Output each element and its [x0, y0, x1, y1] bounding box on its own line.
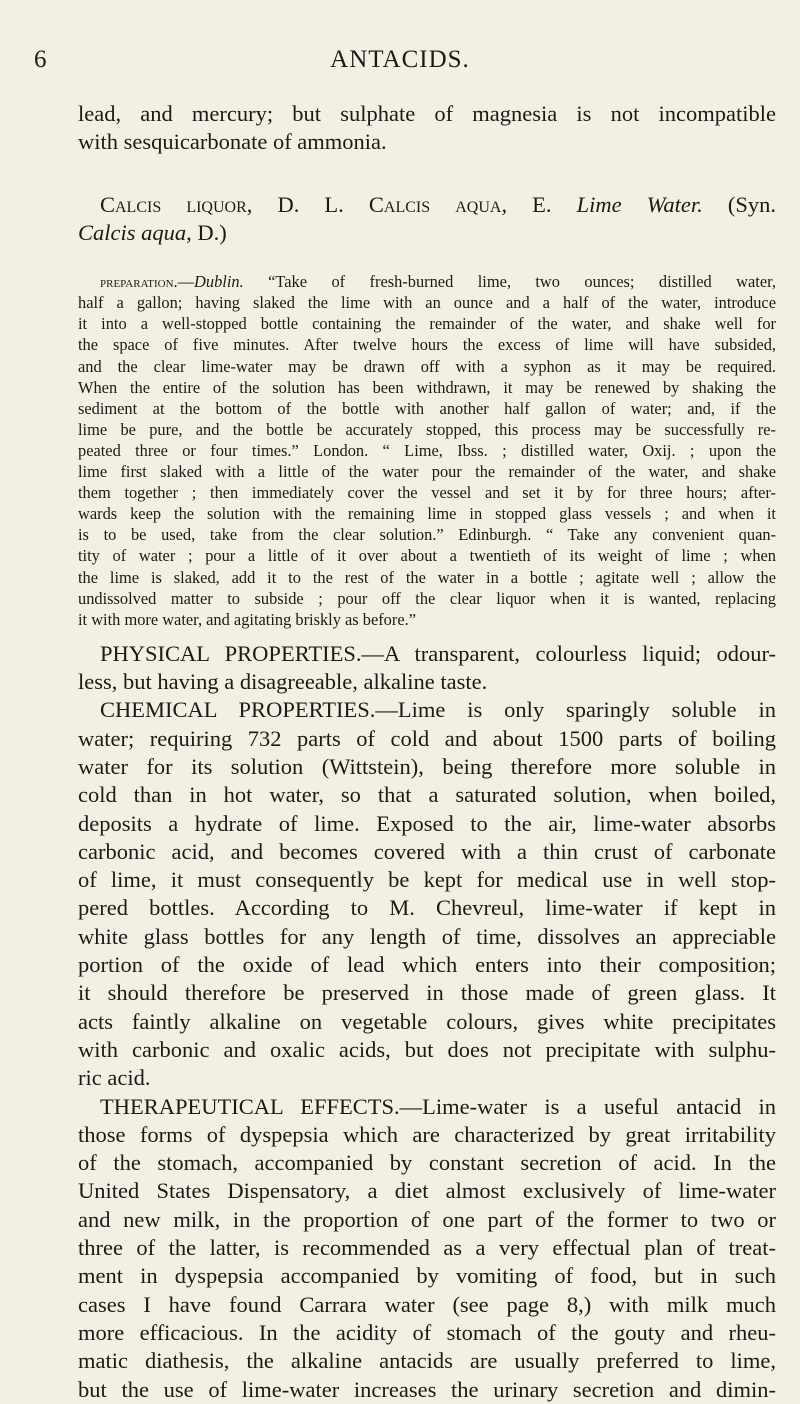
- text-line: them together ; then immediately cover the vessel and set it by for three hours; after-: [78, 483, 776, 503]
- text-line: water; requiring 732 parts of cold and about 1500 parts of boiling: [78, 725, 776, 751]
- text-line: of the stomach, accompanied by constant secretion of acid. In the: [78, 1150, 776, 1176]
- entry-heading: [78, 191, 776, 248]
- preparation-source: Dublin.: [194, 272, 244, 292]
- text-line: pered bottles. According to M. Chevreul, lime-water if kept in: [78, 895, 776, 921]
- text-line: less, but having a disagreeable, alkaline taste.: [78, 669, 488, 695]
- text-line: cold than in hot water, so that a saturated solution, when boiled,: [78, 782, 776, 808]
- text-line: and new milk, in the proportion of one part of the former to two or: [78, 1206, 776, 1232]
- text-line: ment in dyspepsia accompanied by vomiting of food, but in such: [78, 1263, 776, 1289]
- text-line: with sesquicarbonate of ammonia.: [78, 129, 387, 155]
- heading-synonym-close: , D.): [186, 219, 227, 245]
- text-line: more efficacious. In the acidity of stomach of the gouty and rheu-: [78, 1319, 776, 1345]
- intro-paragraph: [78, 100, 776, 157]
- page-content: [78, 100, 776, 1404]
- text-line: lime first slaked with a little of the water pour the remainder of the water, and shake: [78, 462, 776, 482]
- text-line: white glass bottles for any length of time, dissolves an appreciable: [78, 923, 776, 949]
- text-line: and the clear lime-water may be drawn off with a syphon as it may be required.: [78, 356, 776, 376]
- text-line: the space of five minutes. After twelve hours the excess of lime will have subsided,: [78, 335, 776, 355]
- physical-properties-label: PHYSICAL PROPERTIES.: [100, 640, 362, 666]
- text-line: acts faintly alkaline on vegetable colours, gives white precipitates: [78, 1008, 776, 1034]
- text-line: undissolved matter to subside ; pour off the clear liquor when it is wanted, replacing: [78, 588, 776, 608]
- heading-latin-name-1: Calcis liquor, D. L.: [100, 191, 344, 217]
- text-line: ric acid.: [78, 1065, 151, 1091]
- text-line: CHEMICAL PROPERTIES.—Lime is only sparingly soluble in: [100, 697, 776, 723]
- text-line: peated three or four times.” London. “ Lime, Ibss. ; distilled water, Oxij. ; upon the: [78, 440, 776, 460]
- heading-synonym-open: (Syn.: [727, 191, 777, 217]
- text-line: is to be used, take from the clear solution.” Edinburgh. “ Take any convenient quan-: [78, 525, 776, 545]
- therapeutical-effects-paragraph: [78, 1093, 776, 1404]
- text-line: with carbonic and oxalic acids, but does not precipitate with sulphu-: [78, 1036, 776, 1062]
- running-title: ANTACIDS.: [330, 46, 470, 73]
- text-line: portion of the oxide of lead which enters into their composition;: [78, 952, 776, 978]
- text-line: carbonic acid, and becomes covered with a thin crust of carbonate: [78, 838, 776, 864]
- text-line: lime be pure, and the bottle be accurately stopped, this process may be successfully re-: [78, 419, 776, 439]
- text-line: deposits a hydrate of lime. Exposed to the air, lime-water absorbs: [78, 810, 776, 836]
- text-line: of lime, it must consequently be kept for medical use in well stop-: [78, 867, 776, 893]
- text-line: it with more water, and agitating briskly as before.”: [78, 609, 416, 629]
- text-line: tity of water ; pour a little of it over about a twentieth of its weight of lime ; when: [78, 546, 776, 566]
- text-line: but the use of lime-water increases the urinary secretion and dimin-: [78, 1376, 776, 1402]
- text-line: PHYSICAL PROPERTIES.—A transparent, colourless liquid; odour-: [100, 640, 776, 666]
- text-line: sediment at the bottom of the bottle with another half gallon of water; and, if the: [78, 398, 776, 418]
- text-line: cases I have found Carrara water (see page 8,) with milk much: [78, 1291, 776, 1317]
- preparation-label: preparation.: [100, 272, 178, 292]
- text-line: water for its solution (Wittstein), being therefore more soluble in: [78, 753, 776, 779]
- physical-properties-paragraph: [78, 640, 776, 697]
- text-line: When the entire of the solution has been withdrawn, it may be renewed by shaking the: [78, 377, 776, 397]
- chemical-properties-paragraph: [78, 696, 776, 1092]
- text-line: three of the latter, is recommended as a very effectual plan of treat-: [78, 1235, 776, 1261]
- text-line: half a gallon; having slaked the lime with an ounce and a half of the water, introduce: [78, 293, 776, 313]
- text-line: United States Dispensatory, a diet almost exclusively of lime-water: [78, 1178, 776, 1204]
- therapeutical-effects-label: THERAPEUTICAL EFFECTS.: [100, 1093, 400, 1119]
- text-line: THERAPEUTICAL EFFECTS.—Lime-water is a useful antacid in: [100, 1093, 776, 1119]
- heading-line: [78, 219, 776, 247]
- text-line: lead, and mercury; but sulphate of magnesia is not incompatible: [78, 101, 776, 126]
- text-line: preparation.—Dublin. “Take of fresh-burned lime, two ounces; distilled water,: [100, 272, 776, 292]
- heading-synonym: Calcis aqua: [78, 219, 187, 245]
- text-line: it should therefore be preserved in those made of green glass. It: [78, 980, 776, 1006]
- text-line: wards keep the solution with the remaining lime in stopped glass vessels ; and when it: [78, 504, 776, 524]
- text-line: it into a well-stopped bottle containing the remainder of the water, and shake well for: [78, 314, 776, 334]
- text-line: those forms of dyspepsia which are characterized by great irritability: [78, 1121, 776, 1147]
- text-line: matic diathesis, the alkaline antacids are usually preferred to lime,: [78, 1348, 776, 1374]
- heading-line: [78, 191, 776, 219]
- preparation-paragraph: [78, 271, 776, 630]
- heading-english-name: Lime Water.: [576, 191, 703, 217]
- chemical-properties-label: CHEMICAL PROPERTIES.: [100, 697, 376, 723]
- page-number: 6: [34, 46, 48, 73]
- heading-latin-name-2: Calcis aqua, E.: [368, 191, 552, 217]
- text-line: the lime is slaked, add it to the rest of the water in a bottle ; agitate well ; allow the: [78, 567, 776, 587]
